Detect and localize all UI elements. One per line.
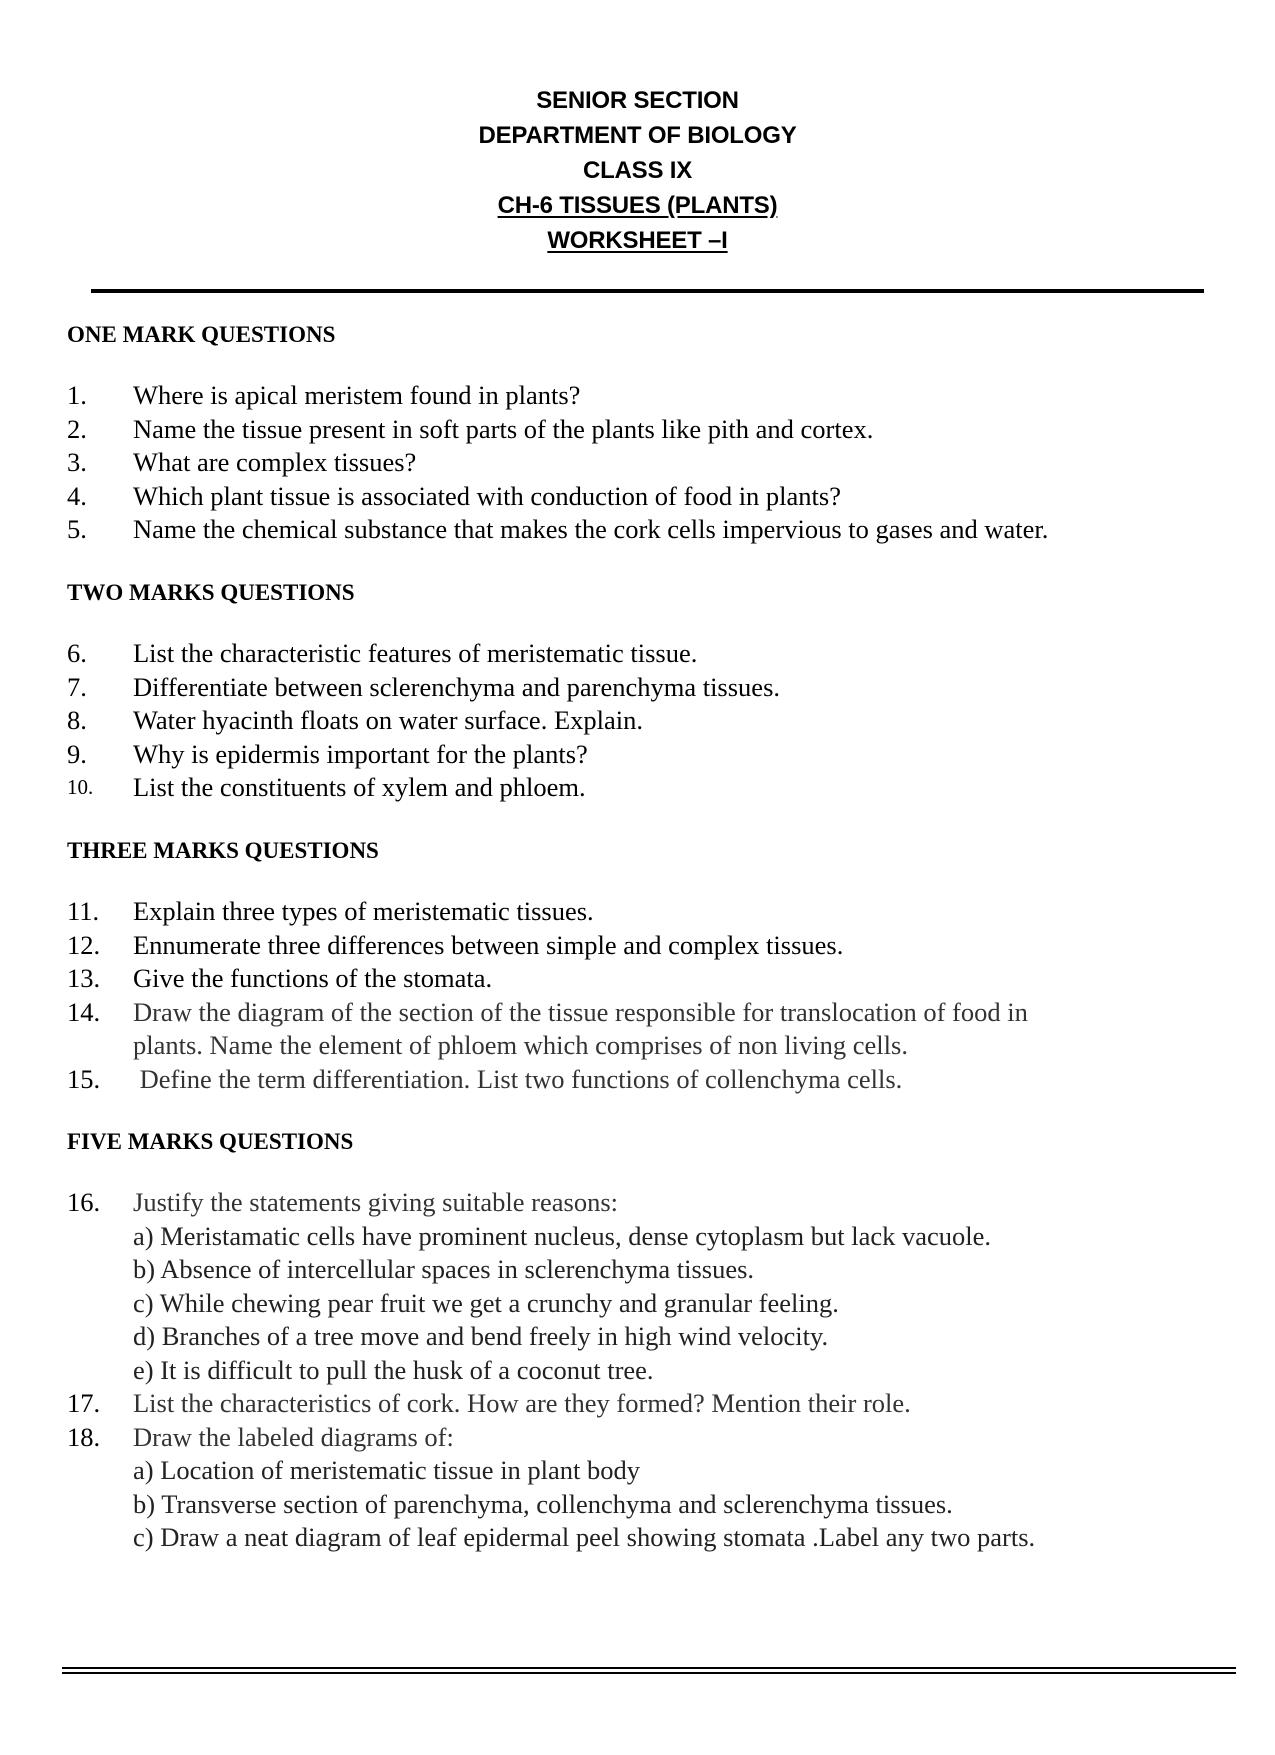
question-item (67, 1063, 1028, 1097)
question-number: 1. (67, 380, 87, 410)
question-item (67, 413, 1048, 447)
sub-question: a) Location of meristematic tissue in plant body (133, 1455, 641, 1485)
question-text: What are complex tissues? (133, 447, 417, 477)
question-text: List the characteristic features of meristematic tissue. (133, 638, 698, 668)
question-item (67, 895, 1028, 929)
question-text: Differentiate between sclerenchyma and parenchyma tissues. (133, 671, 781, 702)
question-text: Ennumerate three differences between simple and complex tissues. (133, 929, 844, 960)
chapter-title: CH-6 TISSUES (PLANTS) (497, 192, 778, 219)
sub-question: e) It is difficult to pull the husk of a coconut tree. (133, 1354, 654, 1385)
question-item (67, 962, 1028, 996)
question-number: 8. (67, 705, 87, 735)
question-number: 10. (67, 775, 94, 799)
question-item (67, 637, 780, 671)
question-item (67, 738, 780, 772)
sub-question: d) Branches of a tree move and bend freely in high wind velocity. (133, 1321, 829, 1351)
question-list-five-marks (67, 1186, 1035, 1555)
question-item (67, 996, 1028, 1030)
footer-divider (62, 1672, 1236, 1674)
question-text-continued: plants. Name the element of phloem which comprises of non living cells. (133, 1030, 908, 1060)
question-number: 6. (67, 638, 87, 668)
question-text: List the constituents of xylem and phloem. (133, 772, 586, 802)
question-text: Why is epidermis important for the plants? (133, 738, 588, 769)
question-number: 18. (67, 1421, 101, 1452)
question-text: Name the tissue present in soft parts of the plants like pith and cortex. (133, 413, 874, 444)
question-item (67, 671, 780, 705)
question-item (67, 704, 780, 738)
question-item (67, 513, 1048, 547)
question-number: 3. (67, 447, 87, 477)
question-list-one-mark (67, 379, 1048, 547)
sub-question: b) Transverse section of parenchyma, collenchyma and sclerenchyma tissues. (133, 1488, 953, 1519)
section-title-three-marks: THREE MARKS QUESTIONS (67, 838, 379, 863)
section-title-two-marks: TWO MARKS QUESTIONS (67, 580, 355, 605)
question-text: Where is apical meristem found in plants? (133, 380, 581, 410)
section-title-one-mark: ONE MARK QUESTIONS (67, 322, 336, 347)
question-number: 16. (67, 1187, 101, 1217)
question-item (67, 1387, 1035, 1421)
question-text: Name the chemical substance that makes the cork cells impervious to gases and water. (133, 514, 1049, 544)
question-text: Water hyacinth floats on water surface. Explain. (133, 705, 643, 735)
worksheet-header (0, 83, 1275, 258)
question-item (67, 379, 1048, 413)
question-number: 2. (67, 413, 87, 444)
question-list-three-marks (67, 895, 1028, 1096)
question-number: 15. (67, 1063, 101, 1094)
header-divider (91, 289, 1204, 293)
question-text: Give the functions of the stomata. (133, 963, 493, 993)
department-name: DEPARTMENT OF BIOLOGY (478, 122, 797, 149)
question-item (67, 446, 1048, 480)
question-text: Justify the statements giving suitable reasons: (133, 1187, 619, 1217)
question-number: 17. (67, 1388, 101, 1418)
question-number: 12. (67, 929, 101, 960)
question-text: Draw the diagram of the section of the tissue responsible for translocation of food in (133, 996, 1028, 1027)
sub-question: c) Draw a neat diagram of leaf epidermal peel showing stomata .Label any two parts. (133, 1522, 1036, 1552)
question-item (67, 929, 1028, 963)
sub-question: a) Meristamatic cells have prominent nucleus, dense cytoplasm but lack vacuole. (133, 1220, 992, 1251)
question-number: 9. (67, 738, 87, 769)
question-list-two-marks (67, 637, 780, 805)
question-item (67, 1186, 1035, 1220)
class-name: CLASS IX (582, 157, 693, 184)
footer-divider (62, 1667, 1236, 1669)
school-section: SENIOR SECTION (536, 87, 739, 114)
question-number: 7. (67, 671, 87, 702)
question-number: 11. (67, 896, 100, 926)
question-text: Define the term differentiation. List two functions of collenchyma cells. (133, 1063, 903, 1094)
sub-question: c) While chewing pear fruit we get a crunchy and granular feeling. (133, 1287, 839, 1318)
worksheet-title: WORKSHEET –I (547, 227, 728, 254)
question-number: 14. (67, 996, 101, 1027)
question-text: List the characteristics of cork. How are they formed? Mention their role. (133, 1388, 911, 1418)
question-item (67, 1421, 1035, 1455)
question-text: Which plant tissue is associated with conduction of food in plants? (133, 480, 841, 511)
sub-question: b) Absence of intercellular spaces in sclerenchyma tissues. (133, 1254, 755, 1284)
question-number: 5. (67, 514, 87, 544)
question-text: Explain three types of meristematic tissues. (133, 896, 594, 926)
section-title-five-marks: FIVE MARKS QUESTIONS (67, 1129, 354, 1154)
question-item (67, 771, 780, 805)
question-number: 4. (67, 480, 87, 511)
question-number: 13. (67, 963, 101, 993)
question-item (67, 480, 1048, 514)
question-text: Draw the labeled diagrams of: (133, 1421, 454, 1452)
